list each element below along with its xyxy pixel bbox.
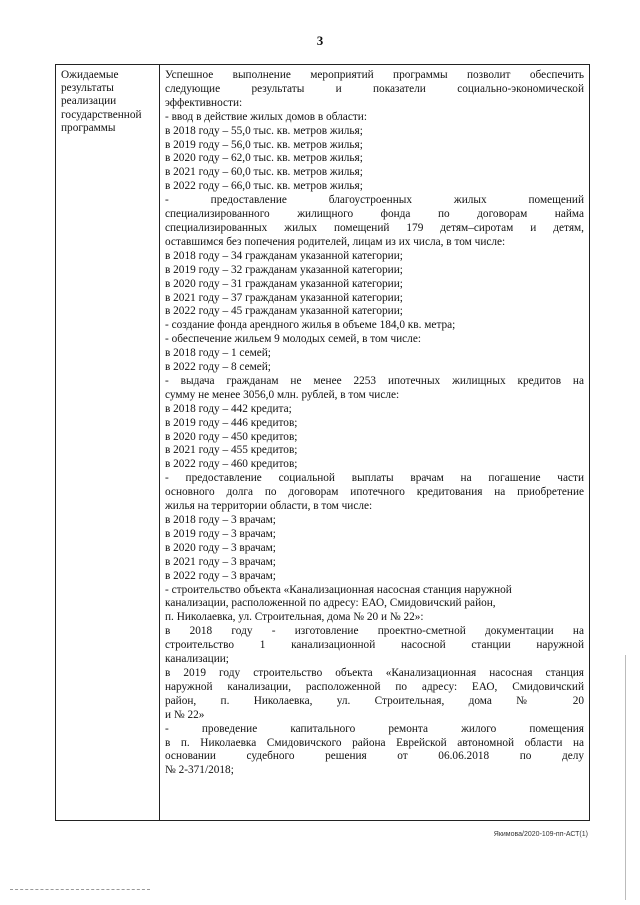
result-line: канализации; bbox=[165, 653, 229, 666]
result-line: - обеспечение жильем 9 молодых семей, в том числе: bbox=[165, 333, 421, 346]
result-line: - предоставление благоустроенных жилых помещений bbox=[165, 194, 584, 207]
result-line: в 2020 году – 62,0 тыс. кв. метров жилья; bbox=[165, 152, 363, 165]
section-title-line: результаты bbox=[61, 82, 114, 95]
section-title-line: государственной bbox=[61, 108, 142, 121]
result-line: в 2018 году – 1 семей; bbox=[165, 347, 271, 360]
result-line: район, п. Николаевка, ул. Строительная, дома № 20 bbox=[165, 694, 584, 707]
result-line: - предоставление социальной выплаты врачам на погашение части bbox=[165, 472, 584, 485]
result-line: в 2018 году – 55,0 тыс. кв. метров жилья; bbox=[165, 124, 363, 137]
result-line: в 2018 году – 442 кредита; bbox=[165, 402, 292, 415]
document-code: Якимова/2020-109-пп-АСТ(1) bbox=[493, 831, 588, 838]
result-line: оставшимся без попечения родителей, лицам из их числа, в том числе: bbox=[165, 235, 506, 248]
result-line: в 2021 году – 3 врачам; bbox=[165, 555, 276, 568]
result-line: - проведение капитального ремонта жилого помещения bbox=[165, 722, 584, 735]
result-line: наружной канализации, расположенной по адресу: ЕАО, Смидовичский bbox=[165, 680, 584, 693]
result-line: - выдача гражданам не менее 2253 ипотечных жилищных кредитов на bbox=[165, 374, 584, 387]
result-line: в 2021 году – 455 кредитов; bbox=[165, 444, 298, 457]
expected-results-cell bbox=[160, 65, 589, 820]
result-line: Успешное выполнение мероприятий программы позволит обеспечить bbox=[165, 69, 584, 81]
section-title-line: реализации bbox=[61, 95, 117, 108]
result-line: в 2022 году – 460 кредитов; bbox=[165, 458, 298, 471]
result-line: в 2018 году - изготовление проектно-сметной документации на bbox=[165, 625, 584, 638]
result-line: в 2022 году – 66,0 тыс. кв. метров жилья; bbox=[165, 180, 363, 193]
scan-edge-line bbox=[625, 655, 626, 900]
result-line: в 2019 году – 446 кредитов; bbox=[165, 416, 298, 429]
result-line: - ввод в действие жилых домов в области: bbox=[165, 110, 367, 123]
result-line: № 2-371/2018; bbox=[165, 764, 234, 777]
result-line: канализации, расположенной по адресу: ЕАО, Смидовичский район, bbox=[165, 597, 496, 610]
result-line: в 2018 году – 34 гражданам указанной категории; bbox=[165, 249, 403, 262]
result-line: в 2022 году – 8 семей; bbox=[165, 361, 271, 374]
result-line: в 2019 году – 3 врачам; bbox=[165, 527, 276, 540]
result-line: в 2021 году – 60,0 тыс. кв. метров жилья; bbox=[165, 166, 363, 179]
result-line: в 2019 году – 56,0 тыс. кв. метров жилья; bbox=[165, 138, 363, 151]
section-title-cell bbox=[56, 65, 160, 820]
result-line: специализированных жилых помещений 179 детям–сиротам и детям, bbox=[165, 221, 584, 234]
result-line: в 2019 году строительство объекта «Канализационная насосная станция bbox=[165, 666, 584, 679]
result-line: строительство 1 канализационной насосной станции наружной bbox=[165, 639, 584, 652]
result-line: в п. Николаевка Смидовичского района Еврейской автономной области на bbox=[165, 736, 584, 749]
scan-edge-mark bbox=[10, 889, 150, 890]
result-line: - создание фонда арендного жилья в объеме 184,0 кв. метра; bbox=[165, 319, 456, 332]
result-line: основании судебного решения от 06.06.2018 по делу bbox=[165, 750, 584, 763]
result-line: жилья на территории области, в том числе: bbox=[165, 500, 373, 513]
result-line: - строительство объекта «Канализационная насосная станция наружной bbox=[165, 583, 512, 596]
result-line: в 2020 году – 450 кредитов; bbox=[165, 430, 298, 443]
result-line: в 2022 году – 45 гражданам указанной категории; bbox=[165, 305, 403, 318]
result-line: в 2022 году – 3 врачам; bbox=[165, 569, 276, 582]
result-line: следующие результаты и показатели социально-экономической bbox=[165, 82, 584, 95]
result-line: в 2020 году – 31 гражданам указанной категории; bbox=[165, 277, 403, 290]
result-line: эффективности: bbox=[165, 96, 243, 109]
result-line: и № 22» bbox=[165, 708, 205, 721]
section-title-line: Ожидаемые bbox=[61, 69, 119, 81]
result-line: в 2021 году – 37 гражданам указанной категории; bbox=[165, 291, 403, 304]
result-line: основного долга по договорам ипотечного кредитования на приобретение bbox=[165, 486, 584, 499]
page-number: 3 bbox=[316, 33, 324, 48]
program-table bbox=[55, 64, 590, 821]
result-line: в 2019 году – 32 гражданам указанной категории; bbox=[165, 263, 403, 276]
result-line: специализированного жилищного фонда по договорам найма bbox=[165, 208, 584, 221]
result-line: в 2018 году – 3 врачам; bbox=[165, 514, 276, 526]
result-line: в 2020 году – 3 врачам; bbox=[165, 541, 276, 554]
section-title-line: программы bbox=[61, 121, 116, 134]
result-line: п. Николаевка, ул. Строительная, дома № 20 и № 22»: bbox=[165, 611, 424, 624]
result-line: сумму не менее 3056,0 млн. рублей, в том числе: bbox=[165, 388, 400, 401]
